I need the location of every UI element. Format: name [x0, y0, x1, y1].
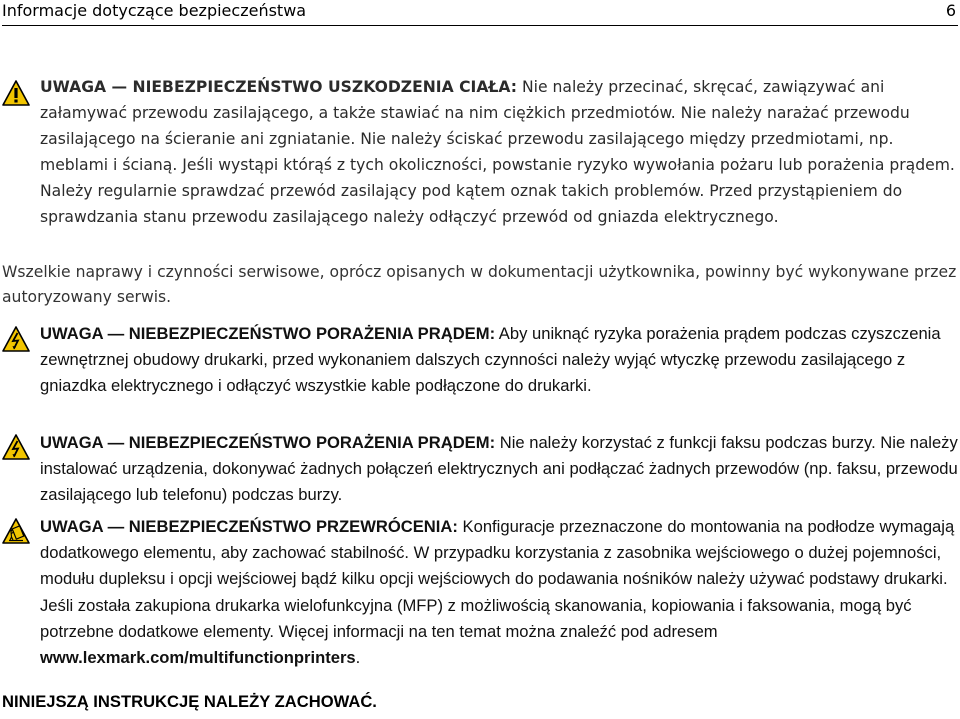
warning-label: UWAGA — NIEBEZPIECZEŃSTWO USZKODZENIA CIAŁA: — [40, 78, 518, 96]
keep-instructions-notice: NINIEJSZĄ INSTRUKCJĘ NALEŻY ZACHOWAĆ. — [2, 692, 377, 711]
page-header — [2, 0, 958, 26]
warning-paragraph — [40, 321, 960, 400]
warning-text: Nie należy korzystać z funkcji faksu podczas burzy. Nie należy instalować urządzenia, dokonywać żadnych połączeń elektrycznych ani podłączać żadnych przewodów (np. faksu, przewodu zasilającego lub telefonu) podczas burzy. — [40, 433, 958, 505]
warning-paragraph — [40, 514, 960, 671]
service-note — [2, 260, 958, 310]
electric-shock-warning-icon — [2, 434, 30, 460]
warning-text: Aby uniknąć ryzyka porażenia prądem podczas czyszczenia zewnętrznej obudowy drukarki, przed wykonaniem dalszych czynności należy wyjąć wtyczkę przewodu zasilającego z gniazdka elektrycznego i odłączyć wszystkie kable podłączone do drukarki. — [40, 324, 941, 396]
warning-text: Nie należy przecinać, skręcać, zawiązywać ani załamywać przewodu zasilającego, a także stawiać na nim ciężkich przedmiotów. Nie należy narażać przewodu zasilającego na ścieranie ani zgniatanie. Nie należy ściskać przewodu zasilającego między przedmiotami, np. meblami i ścianą. Jeśli wystąpi którąś z tych okoliczności, powstanie ryzyko wywołania pożaru lub porażenia prądem. Należy regularnie sprawdzać przewód zasilający pod kątem oznak takich problemów. Przed przystąpieniem do sprawdzania stanu przewodu zasilającego należy odłączyć przewód od gniazda elektrycznego. — [40, 78, 955, 226]
electric-shock-warning-icon — [2, 326, 30, 352]
warning-text-end: . — [355, 648, 361, 668]
warning-tip-over — [40, 514, 960, 671]
warning-label: UWAGA — NIEBEZPIECZEŃSTWO PORAŻENIA PRĄDEM: — [40, 433, 496, 452]
tip-over-warning-icon — [2, 518, 30, 544]
lexmark-url-link[interactable]: www.lexmark.com/multifunctionprinters — [40, 648, 356, 668]
section-title: Informacje dotyczące bezpieczeństwa — [2, 1, 307, 20]
warning-text: Konfiguracje przeznaczone do montowania na podłodze wymagają dodatkowego elementu, aby zachować stabilność. W przypadku korzystania z zasobnika wejściowego o dużej pojemności, modułu dupleksu i opcji wejściowej bądź kilku opcji wejściowych do podawania nośników należy używać podstawy drukarki. Jeśli została zakupiona drukarka wielofunkcyjna (MFP) z możliwością skanowania, kopiowania i faksowania, mogą być potrzebne dodatkowe elementy. Więcej informacji na ten temat można znaleźć pod adresem — [40, 517, 955, 641]
warning-shock-storm — [40, 430, 960, 509]
warning-shock-cleaning — [40, 321, 960, 400]
service-note-text: Wszelkie naprawy i czynności serwisowe, oprócz opisanych w dokumentacji użytkownika, powinny być wykonywane przez autoryzowany serwis. — [2, 263, 957, 306]
exclamation-warning-icon — [2, 80, 30, 106]
warning-label: UWAGA — NIEBEZPIECZEŃSTWO PRZEWRÓCENIA: — [40, 517, 458, 536]
header-divider — [2, 25, 958, 26]
warning-paragraph — [40, 74, 960, 230]
warning-label: UWAGA — NIEBEZPIECZEŃSTWO PORAŻENIA PRĄDEM: — [40, 324, 496, 343]
page-number: 6 — [945, 1, 956, 20]
warning-paragraph — [40, 430, 960, 509]
warning-injury — [40, 74, 960, 230]
